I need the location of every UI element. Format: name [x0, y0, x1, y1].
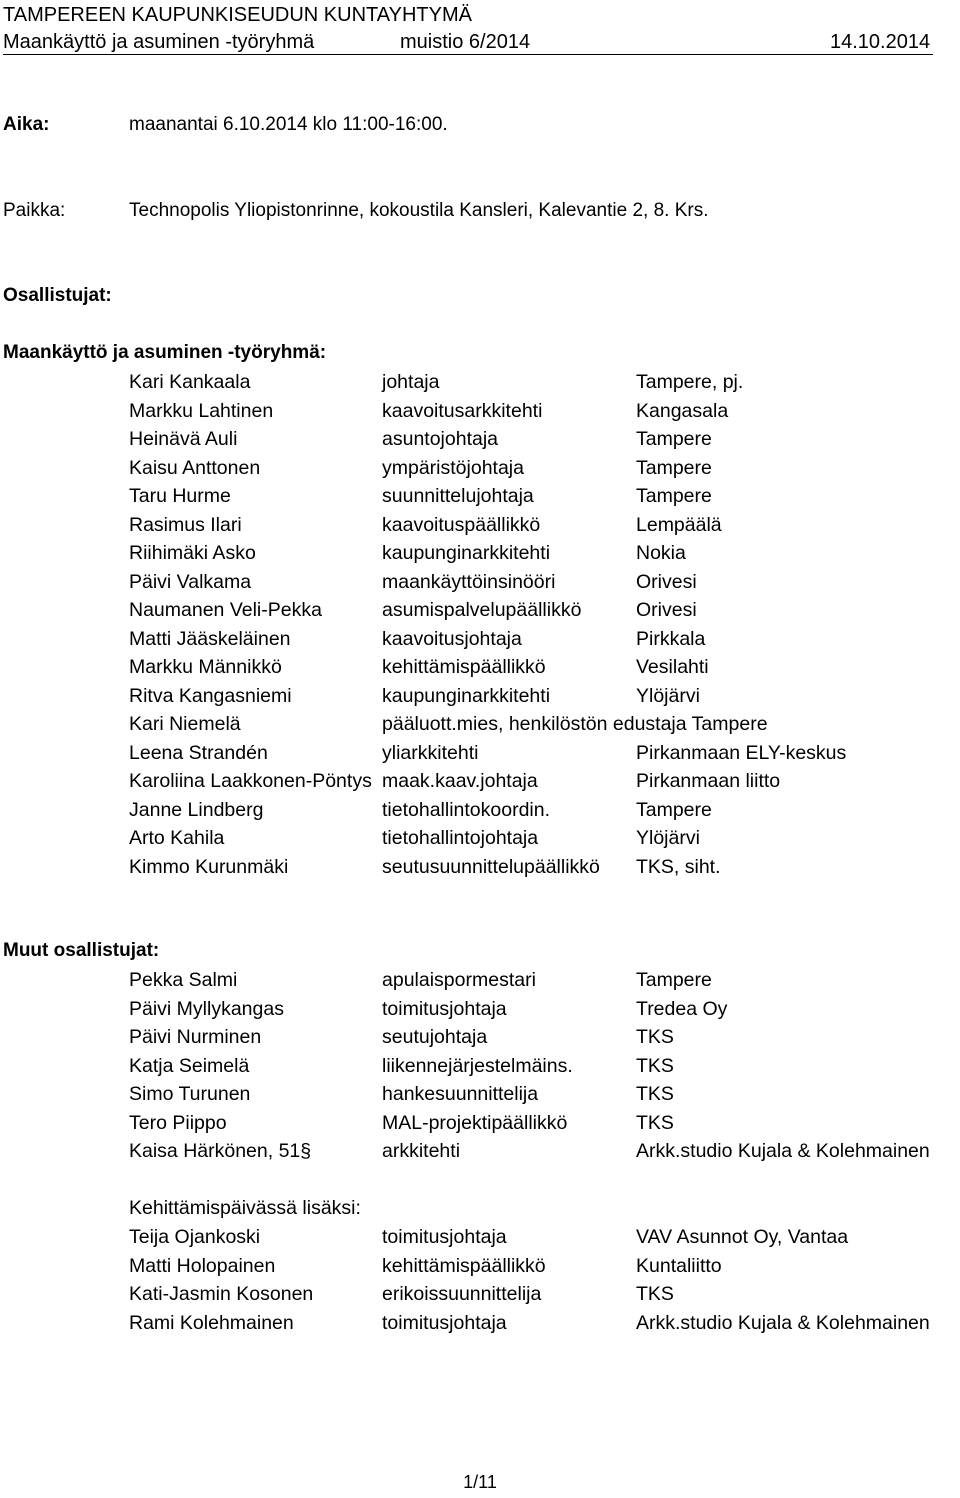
person-title: pääluott.mies, henkilöstön edustaja Tampere	[382, 713, 768, 735]
person-org: Orivesi	[636, 599, 697, 621]
time-label: Aika:	[3, 114, 50, 135]
person-org: TKS	[636, 1083, 674, 1105]
person-org: Lempäälä	[636, 513, 722, 536]
header-group: Maankäyttö ja asuminen -työryhmä	[3, 31, 315, 53]
person-title: toimitusjohtaja	[382, 1226, 507, 1248]
person-title: kaupunginarkkitehti	[382, 542, 551, 564]
list-item	[0, 427, 960, 455]
person-name: Pekka Salmi	[129, 969, 238, 991]
person-title: MAL-projektipäällikkö	[382, 1111, 568, 1134]
list-item	[0, 598, 960, 626]
list-item	[0, 655, 960, 683]
person-title: johtaja	[382, 371, 440, 393]
person-name: Naumanen Veli-Pekka	[129, 599, 322, 621]
person-name: Teija Ojankoski	[129, 1226, 261, 1248]
person-org: Kangasala	[636, 399, 729, 422]
person-org: Orivesi	[636, 570, 697, 593]
person-title: yliarkkitehti	[382, 741, 479, 764]
person-name: Päivi Valkama	[129, 570, 252, 593]
person-title: suunnittelujohtaja	[382, 485, 534, 507]
page-number: 1/11	[463, 1472, 497, 1492]
list-item	[0, 399, 960, 427]
person-title: asumispalvelupäällikkö	[382, 599, 582, 621]
list-item	[0, 627, 960, 655]
person-name: Arto Kahila	[129, 827, 225, 849]
list-item	[0, 1082, 960, 1110]
person-name: Leena Strandén	[129, 741, 268, 764]
list-item	[0, 370, 960, 398]
person-org: TKS	[636, 1054, 674, 1077]
person-org: TKS	[636, 1283, 674, 1305]
list-item	[0, 741, 960, 769]
list-item	[0, 570, 960, 598]
person-org: Kuntaliitto	[636, 1254, 722, 1277]
person-title: seutujohtaja	[382, 1026, 488, 1048]
person-org: Tampere	[636, 428, 712, 450]
person-org: Nokia	[636, 542, 686, 564]
person-title: kaavoitusarkkitehti	[382, 399, 543, 422]
list-item	[0, 1111, 960, 1139]
list-item	[0, 1311, 960, 1339]
person-org: TKS, siht.	[636, 855, 721, 878]
list-item	[0, 1025, 960, 1053]
person-name: Simo Turunen	[129, 1083, 251, 1105]
person-org: Pirkanmaan liitto	[636, 770, 781, 792]
person-name: Markku Männikkö	[129, 656, 282, 678]
person-name: Karoliina Laakkonen-Pöntys	[129, 770, 372, 792]
person-name: Päivi Nurminen	[129, 1026, 262, 1048]
person-name: Matti Jääskeläinen	[129, 627, 291, 650]
person-name: Kimmo Kurunmäki	[129, 855, 289, 878]
list-item	[0, 684, 960, 712]
person-name: Kaisa Härkönen, 51§	[129, 1140, 312, 1162]
person-name: Matti Holopainen	[129, 1254, 276, 1277]
list-item	[0, 997, 960, 1025]
person-title: liikennejärjestelmäins.	[382, 1054, 573, 1077]
person-name: Rasimus Ilari	[129, 513, 242, 536]
person-title: kaavoituspäällikkö	[382, 513, 541, 536]
person-org: Vesilahti	[636, 656, 709, 678]
list-item	[0, 769, 960, 797]
person-title: kehittämispäällikkö	[382, 656, 546, 678]
person-title: tietohallintokoordin.	[382, 798, 551, 821]
person-name: Janne Lindberg	[129, 798, 264, 821]
person-org: Tampere, pj.	[636, 371, 744, 393]
header-line	[3, 30, 933, 55]
person-title: arkkitehti	[382, 1140, 461, 1162]
list-item	[0, 1139, 960, 1167]
person-org: Tampere	[636, 456, 712, 479]
person-title: tietohallintojohtaja	[382, 827, 539, 849]
person-org: Ylöjärvi	[636, 827, 700, 849]
person-org: TKS	[636, 1111, 674, 1134]
list-item	[0, 855, 960, 883]
person-title: maak.kaav.johtaja	[382, 770, 538, 792]
person-name: Päivi Myllykangas	[129, 997, 284, 1020]
person-name: Kaisu Anttonen	[129, 456, 261, 479]
person-title: asuntojohtaja	[382, 428, 499, 450]
person-title: apulaispormestari	[382, 969, 536, 991]
person-name: Rami Kolehmainen	[129, 1311, 294, 1334]
person-title: erikoissuunnittelija	[382, 1283, 542, 1305]
person-name: Kati-Jasmin Kosonen	[129, 1283, 314, 1305]
person-title: ympäristöjohtaja	[382, 456, 524, 479]
person-org: Ylöjärvi	[636, 684, 700, 707]
person-name: Kari Kankaala	[129, 371, 251, 393]
person-org: Pirkkala	[636, 627, 706, 650]
header-date: 14.10.2014	[830, 31, 931, 53]
list-item	[0, 1225, 960, 1253]
person-name: Heinävä Auli	[129, 428, 238, 450]
person-org: Pirkanmaan ELY-keskus	[636, 741, 847, 764]
list-item	[0, 541, 960, 569]
list-item	[0, 513, 960, 541]
person-name: Katja Seimelä	[129, 1054, 250, 1077]
person-org: Tampere	[636, 798, 712, 821]
person-org: Tampere	[636, 969, 712, 991]
place-value: Technopolis Yliopistonrinne, kokoustila Kansleri, Kalevantie 2, 8. Krs.	[129, 200, 709, 221]
person-title: toimitusjohtaja	[382, 997, 507, 1020]
person-org: TKS	[636, 1026, 674, 1048]
group-title: Maankäyttö ja asuminen -työryhmä:	[3, 342, 327, 363]
person-title: hankesuunnittelija	[382, 1083, 539, 1105]
person-name: Kari Niemelä	[129, 713, 241, 735]
person-org: Arkk.studio Kujala & Kolehmainen	[636, 1311, 930, 1334]
person-title: kehittämispäällikkö	[382, 1254, 546, 1277]
person-title: maankäyttöinsinööri	[382, 570, 556, 593]
person-name: Ritva Kangasniemi	[129, 684, 292, 707]
header-org: TAMPEREEN KAUPUNKISEUDUN KUNTAYHTYMÄ	[3, 4, 472, 26]
person-name: Markku Lahtinen	[129, 399, 274, 422]
person-org: Tampere	[636, 485, 712, 507]
place-label: Paikka:	[3, 200, 66, 221]
header-memo: muistio 6/2014	[400, 31, 531, 53]
person-title: seutusuunnittelupäällikkö	[382, 855, 600, 878]
others-title: Muut osallistujat:	[3, 940, 160, 961]
person-name: Riihimäki Asko	[129, 542, 256, 564]
list-item	[0, 1282, 960, 1310]
participants-title: Osallistujat:	[3, 285, 112, 306]
time-value: maanantai 6.10.2014 klo 11:00-16:00.	[129, 114, 448, 135]
list-item	[0, 798, 960, 826]
list-item	[0, 456, 960, 484]
list-item	[0, 826, 960, 854]
person-org: Tredea Oy	[636, 997, 728, 1020]
list-item	[0, 1054, 960, 1082]
person-title: toimitusjohtaja	[382, 1311, 507, 1334]
list-item	[0, 1254, 960, 1282]
person-name: Tero Piippo	[129, 1111, 227, 1134]
person-title: kaupunginarkkitehti	[382, 684, 551, 707]
list-item	[0, 484, 960, 512]
list-item	[0, 712, 960, 740]
list-item	[0, 968, 960, 996]
extra-title: Kehittämispäivässä lisäksi:	[129, 1197, 361, 1219]
person-org: VAV Asunnot Oy, Vantaa	[636, 1226, 849, 1248]
person-org: Arkk.studio Kujala & Kolehmainen	[636, 1140, 930, 1162]
person-title: kaavoitusjohtaja	[382, 627, 522, 650]
person-name: Taru Hurme	[129, 485, 231, 507]
